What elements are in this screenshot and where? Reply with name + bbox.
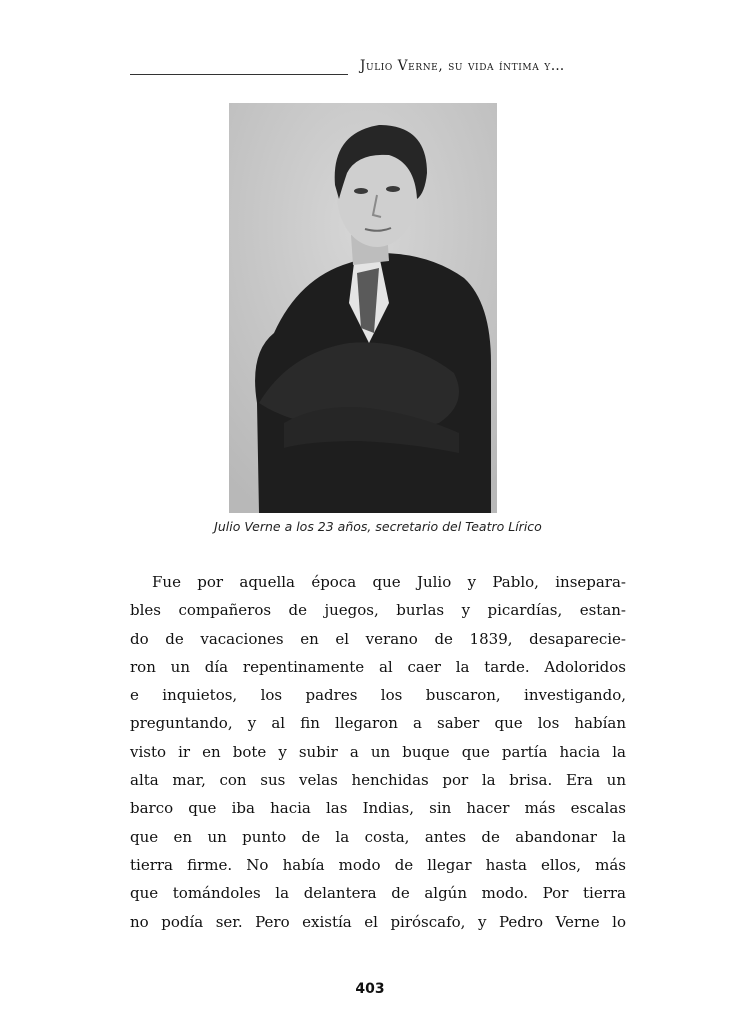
header-rule xyxy=(130,74,348,75)
text-line: preguntando, y al fin llegaron a saber que los habían xyxy=(130,714,626,733)
photo-caption: Julio Verne a los 23 años, secretario del Teatro Lírico xyxy=(214,519,542,534)
running-head: Julio Verne, su vida íntima y… xyxy=(360,58,565,74)
text-line: barco que iba hacia las Indias, sin hacer más escalas xyxy=(130,799,626,818)
page-number: 403 xyxy=(355,981,385,997)
text-line: Fue por aquella época que Julio y Pablo, insepara- xyxy=(152,573,626,591)
text-line: alta mar, con sus velas henchidas por la brisa. Era un xyxy=(130,771,626,790)
text-line: que en un punto de la costa, antes de abandonar la xyxy=(130,827,626,846)
text-line: ron un día repentinamente al caer la tarde. Adoloridos xyxy=(130,657,626,676)
text-line: do de vacaciones en el verano de 1839, desaparecie- xyxy=(130,629,626,648)
text-line: no podía ser. Pero existía el piróscafo, y Pedro Verne lo xyxy=(130,912,626,931)
body-paragraph xyxy=(130,568,626,936)
text-line: visto ir en bote y subir a un buque que partía hacia la xyxy=(130,742,626,761)
text-line: que tomándoles la delantera de algún modo. Por tierra xyxy=(130,884,626,903)
text-line: bles compañeros de juegos, burlas y picardías, estan- xyxy=(130,601,626,620)
text-line: tierra firme. No había modo de llegar hasta ellos, más xyxy=(130,855,626,874)
portrait-photo xyxy=(229,103,497,513)
text-line: e inquietos, los padres los buscaron, investigando, xyxy=(130,686,626,705)
